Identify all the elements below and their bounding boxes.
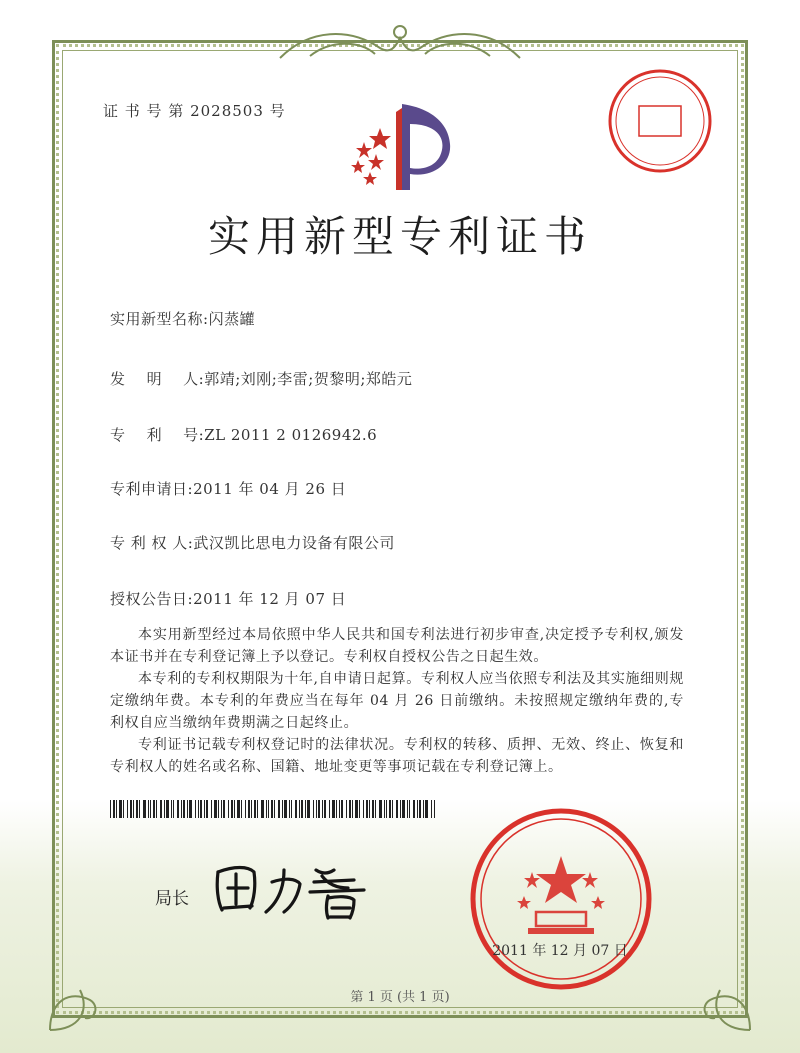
barcode-bar: [189, 800, 192, 818]
field-label: 实用新型名称:: [110, 310, 209, 328]
barcode-bar: [195, 800, 196, 818]
barcode-bar: [241, 800, 242, 818]
barcode-bar: [268, 800, 269, 818]
barcode-bar: [143, 800, 146, 818]
field-utility-model-name: [110, 308, 255, 329]
barcode-bar: [177, 800, 179, 818]
barcode-bar: [425, 800, 428, 818]
barcode-bar: [211, 800, 212, 818]
barcode-bar: [123, 800, 124, 818]
barcode-bar: [234, 800, 235, 818]
barcode-bar: [291, 800, 292, 818]
barcode-bar: [423, 800, 424, 818]
barcode-bar: [231, 800, 233, 818]
barcode-bar: [407, 800, 408, 818]
field-grant-date: [110, 588, 346, 609]
barcode-bar: [254, 800, 256, 818]
official-seal-icon: [466, 804, 656, 994]
barcode-bar: [324, 800, 326, 818]
barcode-bar: [136, 800, 138, 818]
barcode-bar: [223, 800, 225, 818]
barcode-bar: [164, 800, 165, 818]
barcode-bar: [282, 800, 283, 818]
barcode-bar: [409, 800, 410, 818]
field-patent-number: [110, 424, 377, 445]
barcode-bar: [359, 800, 360, 818]
barcode-bar: [392, 800, 393, 818]
director-signature-icon: [204, 852, 384, 922]
director-label: 局长: [155, 889, 189, 909]
barcode-bar: [336, 800, 337, 818]
notice-paragraph: 本专利的专利权期限为十年,自申请日起算。专利权人应当依照专利法及其实施细则规定缴纳年费。本专利的年费应当在每年 04 月 26 日前缴纳。未按照规定缴纳年费的,专利权自应当缴纳年费期满之日起终止。: [110, 671, 684, 731]
barcode-bar: [384, 800, 385, 818]
barcode-bar: [299, 800, 300, 818]
barcode-bar: [183, 800, 185, 818]
barcode-bar: [139, 800, 140, 818]
barcode-bar: [419, 800, 421, 818]
barcode-bar: [148, 800, 149, 818]
barcode-bar: [389, 800, 391, 818]
barcode-bar: [379, 800, 382, 818]
barcode-bar: [284, 800, 287, 818]
barcode-bar: [214, 800, 217, 818]
barcode-bar: [352, 800, 353, 818]
field-value: 武汉凯比思电力设备有限公司: [193, 534, 395, 552]
barcode-bar: [237, 800, 240, 818]
certificate-title: 实用新型专利证书: [207, 212, 592, 261]
barcode-icon: [110, 800, 440, 818]
barcode-bar: [366, 800, 368, 818]
field-label: 专利申请日:: [110, 480, 194, 498]
barcode-bar: [375, 800, 376, 818]
barcode-bar: [305, 800, 306, 818]
barcode-bar: [181, 800, 182, 818]
barcode-bar: [204, 800, 205, 818]
barcode-bar: [386, 800, 387, 818]
barcode-bar: [248, 800, 250, 818]
barcode-bar: [200, 800, 202, 818]
field-value: 2011 年 12 月 07 日: [193, 590, 347, 608]
field-inventors: [110, 368, 412, 389]
seal-date: 2011 年 12 月 07 日: [492, 943, 628, 959]
barcode-bar: [119, 800, 122, 818]
patent-office-logo-icon: [336, 98, 466, 198]
barcode-bar: [372, 800, 374, 818]
barcode-bar: [271, 800, 273, 818]
barcode-bar: [228, 800, 229, 818]
barcode-bar: [187, 800, 188, 818]
barcode-bar: [307, 800, 310, 818]
barcode-bar: [130, 800, 132, 818]
tax-seal-icon: [605, 66, 715, 176]
barcode-bar: [251, 800, 252, 818]
barcode-bar: [257, 800, 258, 818]
barcode-bar: [218, 800, 219, 818]
field-value: 郭靖;刘刚;李雷;贺黎明;郑皓元: [204, 370, 413, 388]
barcode-bar: [133, 800, 134, 818]
barcode-bar: [150, 800, 151, 818]
barcode-bar: [363, 800, 364, 818]
barcode-bar: [369, 800, 370, 818]
notice-text: [110, 624, 684, 778]
page-number: 第 1 页 (共 1 页): [350, 990, 450, 1005]
field-filing-date: [110, 478, 346, 499]
barcode-bar: [329, 800, 330, 818]
barcode-bar: [160, 800, 162, 818]
barcode-bar: [295, 800, 297, 818]
barcode-bar: [355, 800, 358, 818]
barcode-bar: [413, 800, 415, 818]
barcode-bar: [153, 800, 155, 818]
barcode-bar: [206, 800, 208, 818]
field-value: 2011 年 04 月 26 日: [193, 480, 347, 498]
field-value: ZL 2011 2 0126942.6: [204, 426, 378, 444]
notice-paragraph: 专利证书记载专利权登记时的法律状况。专利权的转移、质押、无效、终止、恢复和专利权人的姓名或名称、国籍、地址变更等事项记载在专利登记簿上。: [110, 737, 684, 775]
field-label: 专 利 权 人:: [110, 534, 194, 552]
barcode-bar: [274, 800, 275, 818]
barcode-bar: [278, 800, 280, 818]
barcode-bar: [346, 800, 347, 818]
barcode-bar: [434, 800, 435, 818]
barcode-bar: [301, 800, 303, 818]
barcode-bar: [156, 800, 157, 818]
barcode-bar: [400, 800, 401, 818]
barcode-bar: [431, 800, 432, 818]
barcode-bar: [332, 800, 335, 818]
barcode-bar: [221, 800, 222, 818]
barcode-bar: [341, 800, 343, 818]
barcode-bar: [166, 800, 169, 818]
barcode-bar: [289, 800, 290, 818]
field-value: 闪蒸罐: [208, 310, 256, 328]
barcode-bar: [171, 800, 172, 818]
barcode-bar: [261, 800, 264, 818]
barcode-bar: [316, 800, 317, 818]
field-label: 发 明 人:: [110, 370, 205, 388]
barcode-bar: [173, 800, 174, 818]
certificate-number: 证 书 号 第 2028503 号: [103, 102, 286, 120]
barcode-bar: [266, 800, 267, 818]
barcode-bar: [417, 800, 418, 818]
barcode-bar: [116, 800, 117, 818]
barcode-bar: [198, 800, 199, 818]
barcode-bar: [113, 800, 115, 818]
barcode-bar: [245, 800, 246, 818]
barcode-bar: [402, 800, 405, 818]
barcode-bar: [127, 800, 128, 818]
field-label: 专 利 号:: [110, 426, 205, 444]
barcode-bar: [396, 800, 398, 818]
top-ornament-icon: [270, 18, 530, 68]
barcode-bar: [318, 800, 320, 818]
field-label: 授权公告日:: [110, 590, 194, 608]
barcode-bar: [313, 800, 314, 818]
barcode-bar: [339, 800, 340, 818]
barcode-bar: [349, 800, 351, 818]
notice-paragraph: 本实用新型经过本局依照中华人民共和国专利法进行初步审查,决定授予专利权,颁发本证书并在专利登记簿上予以登记。专利权自授权公告之日起生效。: [110, 627, 684, 665]
barcode-bar: [110, 800, 111, 818]
barcode-bar: [322, 800, 323, 818]
field-patentee: [110, 532, 395, 553]
